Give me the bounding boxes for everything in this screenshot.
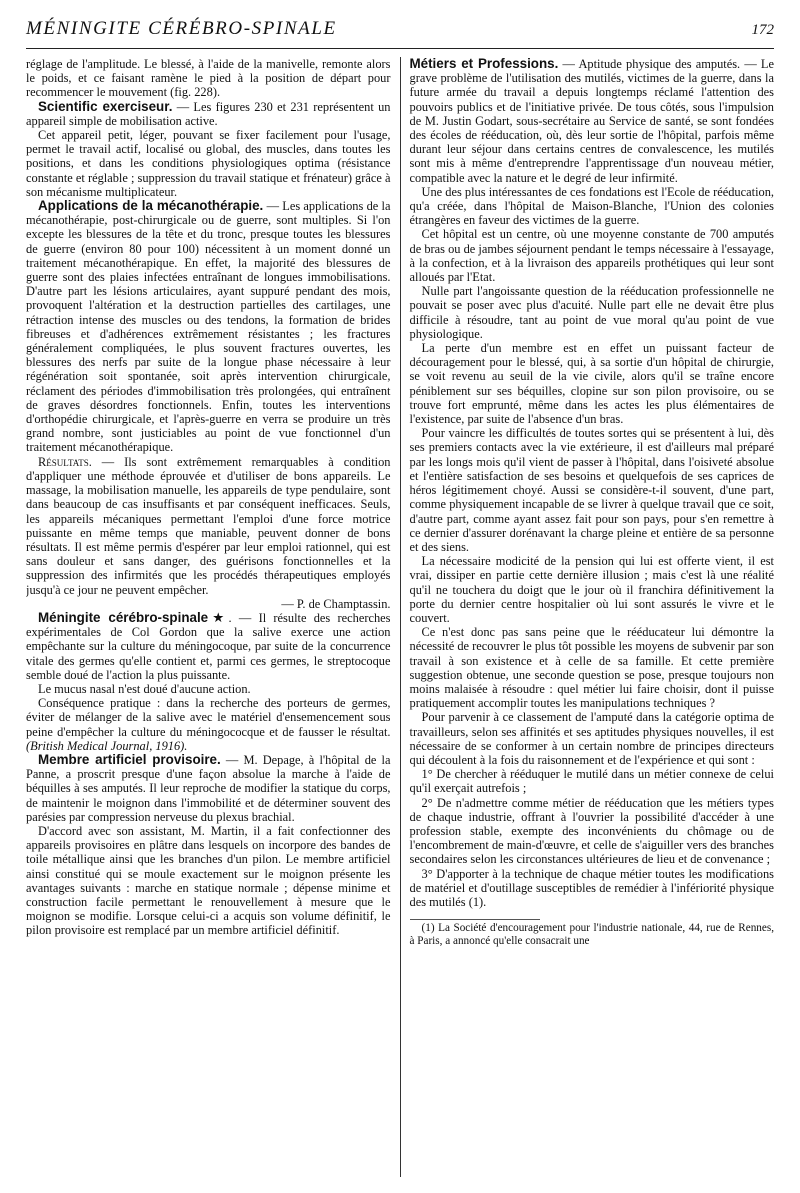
article-text: — Les figures 230 et 231 représentent un appareil simple de mobilisation active. xyxy=(26,99,391,128)
paragraph: La perte d'un membre est en effet un puissant facteur de découragement pour le blessé, qui, à sa sortie d'un hôpital de chirurgie, se voit revenu au seuil de la vie civile, alors qu'il se traîne encore péniblement sur ses béquilles, clopine sur son pilon provisoire, ou se trouve fort emprunté, même dans les actes les plus élémentaires de l'existence, par suite de l'absence d'un bras. xyxy=(409,341,774,427)
article-applications xyxy=(26,199,391,455)
article-title: Méningite cérébro-spinale xyxy=(38,609,209,625)
results-paragraph xyxy=(26,455,391,597)
two-columns xyxy=(26,57,774,1177)
article-membre-artificiel xyxy=(26,753,391,824)
paragraph: D'accord avec son assistant, M. Martin, il a fait confectionner des appareils provisoires en plâtre dans lesquels on incorpore des bandes de toile métallique ainsi que les branches d'un pilon. Le membre artificiel ainsi constitué qui se moule exactement sur le moignon présente les avantages suivants : marche en statique normale ; dépense minime et construction facile permettant le renouvellement à mesure que le moignon se modifie. Lorsque celui-ci a acquis son volume définitif, le pilon provisoire est remplacé par un membre artificiel définitif. xyxy=(26,823,391,938)
paragraph: réglage de l'amplitude. Le blessé, à l'aide de la manivelle, remonte alors le poids, et ce faisant ramène le pied à la position de départ pour recommencer le mouvement (fig. 228). xyxy=(26,57,391,100)
right-column xyxy=(400,57,775,1177)
paragraph: Pour parvenir à ce classement de l'amputé dans la catégorie optima de travailleurs, selon ses affinités et ses aptitudes physiques nouvelles, il est nécessaire de se conformer à un certain nombre de principes directeurs qui découlent à la fois du raisonnement et de l'expérience et qui sont : xyxy=(409,710,774,767)
header-rule xyxy=(26,48,774,49)
article-text: — Aptitude physique des amputés. — Le grave problème de l'utilisation des mutilés, victimes de la guerre, dans la future armée du travail a depuis longtemps réclamé l'attention des pouvoirs publics et de l'initiative privée. De tous côtés, sous l'impulsion de M. Justin Godart, sous-secrétaire au Service de santé, se sont fondées des écoles de rééducation, où, dès leur sortie de l'hôpital, parfois même durant leur séjour dans certains centres de convalescence, les mutilés sont mis à même d'entreprendre l'apprentissage d'un nouveau métier, compatible avec la nature et le degré de leur infirmité. xyxy=(409,57,774,185)
paragraph: Ce n'est donc pas sans peine que le rééducateur lui démontre la nécessité de recouvrer le plus tôt possible les moyens de subvenir par son travail à son existence et à celle de sa famille. Et cette première suggestion obtenue, une seconde question se pose, presque toujours non moins malaisée à résoudre : quel métier lui faire choisir, dont il puisse pratiquement accomplir toutes les manipulations techniques ? xyxy=(409,625,774,711)
paragraph xyxy=(26,696,391,753)
article-title: Scientific exerciseur. xyxy=(38,98,173,114)
article-scientific-exerciseur xyxy=(26,100,391,128)
source-citation: (British Medical Journal, 1916). xyxy=(26,738,188,753)
paragraph: Pour vaincre les difficultés de toutes sortes qui se présentent à lui, dès ses premiers contacts avec la vie extérieure, il est d'ailleurs mal préparé par les longs mois qu'il vient de passer à l'hôpital, dans l'oisiveté absolue et l'entière satisfaction de ses besoins et quelquefois de ses caprices de héros légitimement choyé. Aussi se considère-t-il souvent, d'une part, comme physiquement incapable de se livrer à quelque travail que ce soit, d'autre part, comme ayant assez fait pour son pays, pour s'en remettre à ce dernier d'assurer dorénavant la charge pleine et entière de sa personne et des siens. xyxy=(409,426,774,554)
footnote: (1) La Société d'encouragement pour l'industrie nationale, 44, rue de Rennes, à Paris, a annoncé qu'elle consacrait une xyxy=(409,922,774,947)
paragraph: Cet appareil petit, léger, pouvant se fixer facilement pour l'usage, permet le travail actif, localisé ou global, des muscles, dans toutes les positions, et dans les conditions physiologiques optima (résistance constante et réglable ; suppression du travail statique et frénateur) grâce à son mécanisme multiplicateur. xyxy=(26,128,391,199)
list-item: 2° De n'admettre comme métier de rééducation que les métiers types de chaque industrie, offrant à l'ouvrier la possibilité d'accéder à une profession stable, exempte des inconvénients du chômage ou de l'encombrement de main-d'œuvre, et celle de s'aiguiller vers des branches secondaires selon les circonstances ultérieures de lieu et de convenance ; xyxy=(409,795,774,867)
star-icon: ★ xyxy=(208,609,229,625)
article-title: Métiers et Professions. xyxy=(409,57,559,71)
running-title: MÉNINGITE CÉRÉBRO-SPINALE xyxy=(26,18,337,39)
paragraph-text: Conséquence pratique : dans la recherche des porteurs de germes, éviter de mélanger de la salive avec le matériel d'ensemencement sous peine d'empêcher la culture du méningococque et de fausser le résultat. xyxy=(26,696,391,739)
article-text: . — Il résulte des recherches expérimentales de Col Gordon que la salive exerce une action empêchante sur la culture du méningocoque, par suite de la concurrence vitale des germes qu'elle contient et, parmi ces germes, le streptocoque semble doué de l'action la plus puissante. xyxy=(26,610,391,682)
paragraph: Nulle part l'angoissante question de la rééducation professionnelle ne pouvait se poser avec plus d'acuité. Nulle part elle ne devait être plus difficile à résoudre, tant au point de vue moral qu'au point de vue physiologique. xyxy=(409,284,774,341)
left-column xyxy=(26,57,400,1177)
paragraph: La nécessaire modicité de la pension qui lui est offerte vient, il est vrai, dissiper en partie cette dernière illusion ; mais c'est là une réalité qu'il ne touchera du doigt que le jour où il franchira définitivement la porte du dernier centre hospitalier où lui sont assurés le vivre et le couvert. xyxy=(409,554,774,625)
paragraph: Le mucus nasal n'est doué d'aucune action. xyxy=(38,681,251,696)
results-text: — Ils sont extrêmement remarquables à condition d'appliquer une méthode éprouvée et d'utiliser de bons appareils. Le massage, la mobilisation manuelle, les appareils de type pendulaire, sont dans beaucoup de cas insuffisants et par conséquent inefficaces. Seuls, les appareils mécaniques permettant l'emploi d'une force motrice puissante en même temps que maniable, peuvent donner de bons résultats. Il est même permis d'espérer par leur emploi rationnel, qui est sans douleur et sans danger, des guérisons fonctionnelles et la suppression des infirmités que les procédés thérapeutiques employés jusqu'à ce jour ne peuvent empêcher. xyxy=(26,454,391,597)
page-header xyxy=(26,18,774,42)
article-title: Applications de la mécanothérapie. xyxy=(38,198,264,214)
paragraph: Une des plus intéressantes de ces fondations est l'Ecole de rééducation, qu'a créée, dans l'hôpital de Maison-Blanche, l'Union des colonies étrangères en faveur des victimes de la guerre. xyxy=(409,184,774,228)
list-item: 3° D'apporter à la technique de chaque métier toutes les modifications de matériel et d'outillage susceptibles de remédier à l'infériorité physique des mutilés (1). xyxy=(409,866,774,909)
article-meningite xyxy=(26,611,391,682)
article-text: — Les applications de la mécanothérapie, post-chirurgicale ou de guerre, sont multiples. Si l'on excepte les blessures de la tête et du tronc, presque toutes les blessures de guerre (environ 80 pour 100) nécessitent à un moment donné un traitement mécanothérapique. En effet, la majorité des blessures de guerre sont des plaies infectées entraînant de longues immobilisations. D'autre part les lésions articulaires, ayant suppuré pendant des mois, provoquent l'altération et la destruction partielles des cartilages, une rétraction intense des muscles ou des tendons, la formation de brides fibreuses et d'adhérences extrêmement résistantes ; les fractures généralement compliquées, le plus souvent fractures ouvertes, les blessures des nerfs par suite de la longue phase nécessaire à leur régénération soit spontanée, soit après intervention chirurgicale, réclament des périodes d'immobilisation très prolongées, qui entraînent de graves désordres fonctionnels. Enfin, toutes les interventions d'orthopédie chirurgicale, et l'après-guerre en verra se produire un très grand nombre, sont justiciables au point de vue fonctionnel d'un traitement mécanothérapique. xyxy=(26,199,391,455)
page-number: 172 xyxy=(751,22,774,38)
author-signature: — P. de Champtassin. xyxy=(281,596,391,611)
paragraph: Cet hôpital est un centre, où une moyenne constante de 700 amputés de bras ou de jambes séjournent pendant le temps nécessaire à l'essayage, à la confection, et à la livraison des appareils prothétiques qui leur sont alloués par l'Etat. xyxy=(409,227,774,285)
results-label: Résultats. xyxy=(38,454,92,469)
article-text: — M. Depage, à l'hôpital de la Panne, a proscrit presque d'une façon absolue la marche à l'aide de béquilles à ses amputés. Il leur reproche de modifier la statique du corps, de maintenir le moignon dans l'immobilité et de déterminer souvent des parésies par compression nerveuse du plexus brachial. xyxy=(26,752,391,824)
list-item: 1° De chercher à rééduquer le mutilé dans un métier connexe de celui qu'il exerçait autrefois ; xyxy=(409,767,774,796)
article-title: Membre artificiel provisoire. xyxy=(38,751,221,767)
article-metiers xyxy=(410,57,775,185)
